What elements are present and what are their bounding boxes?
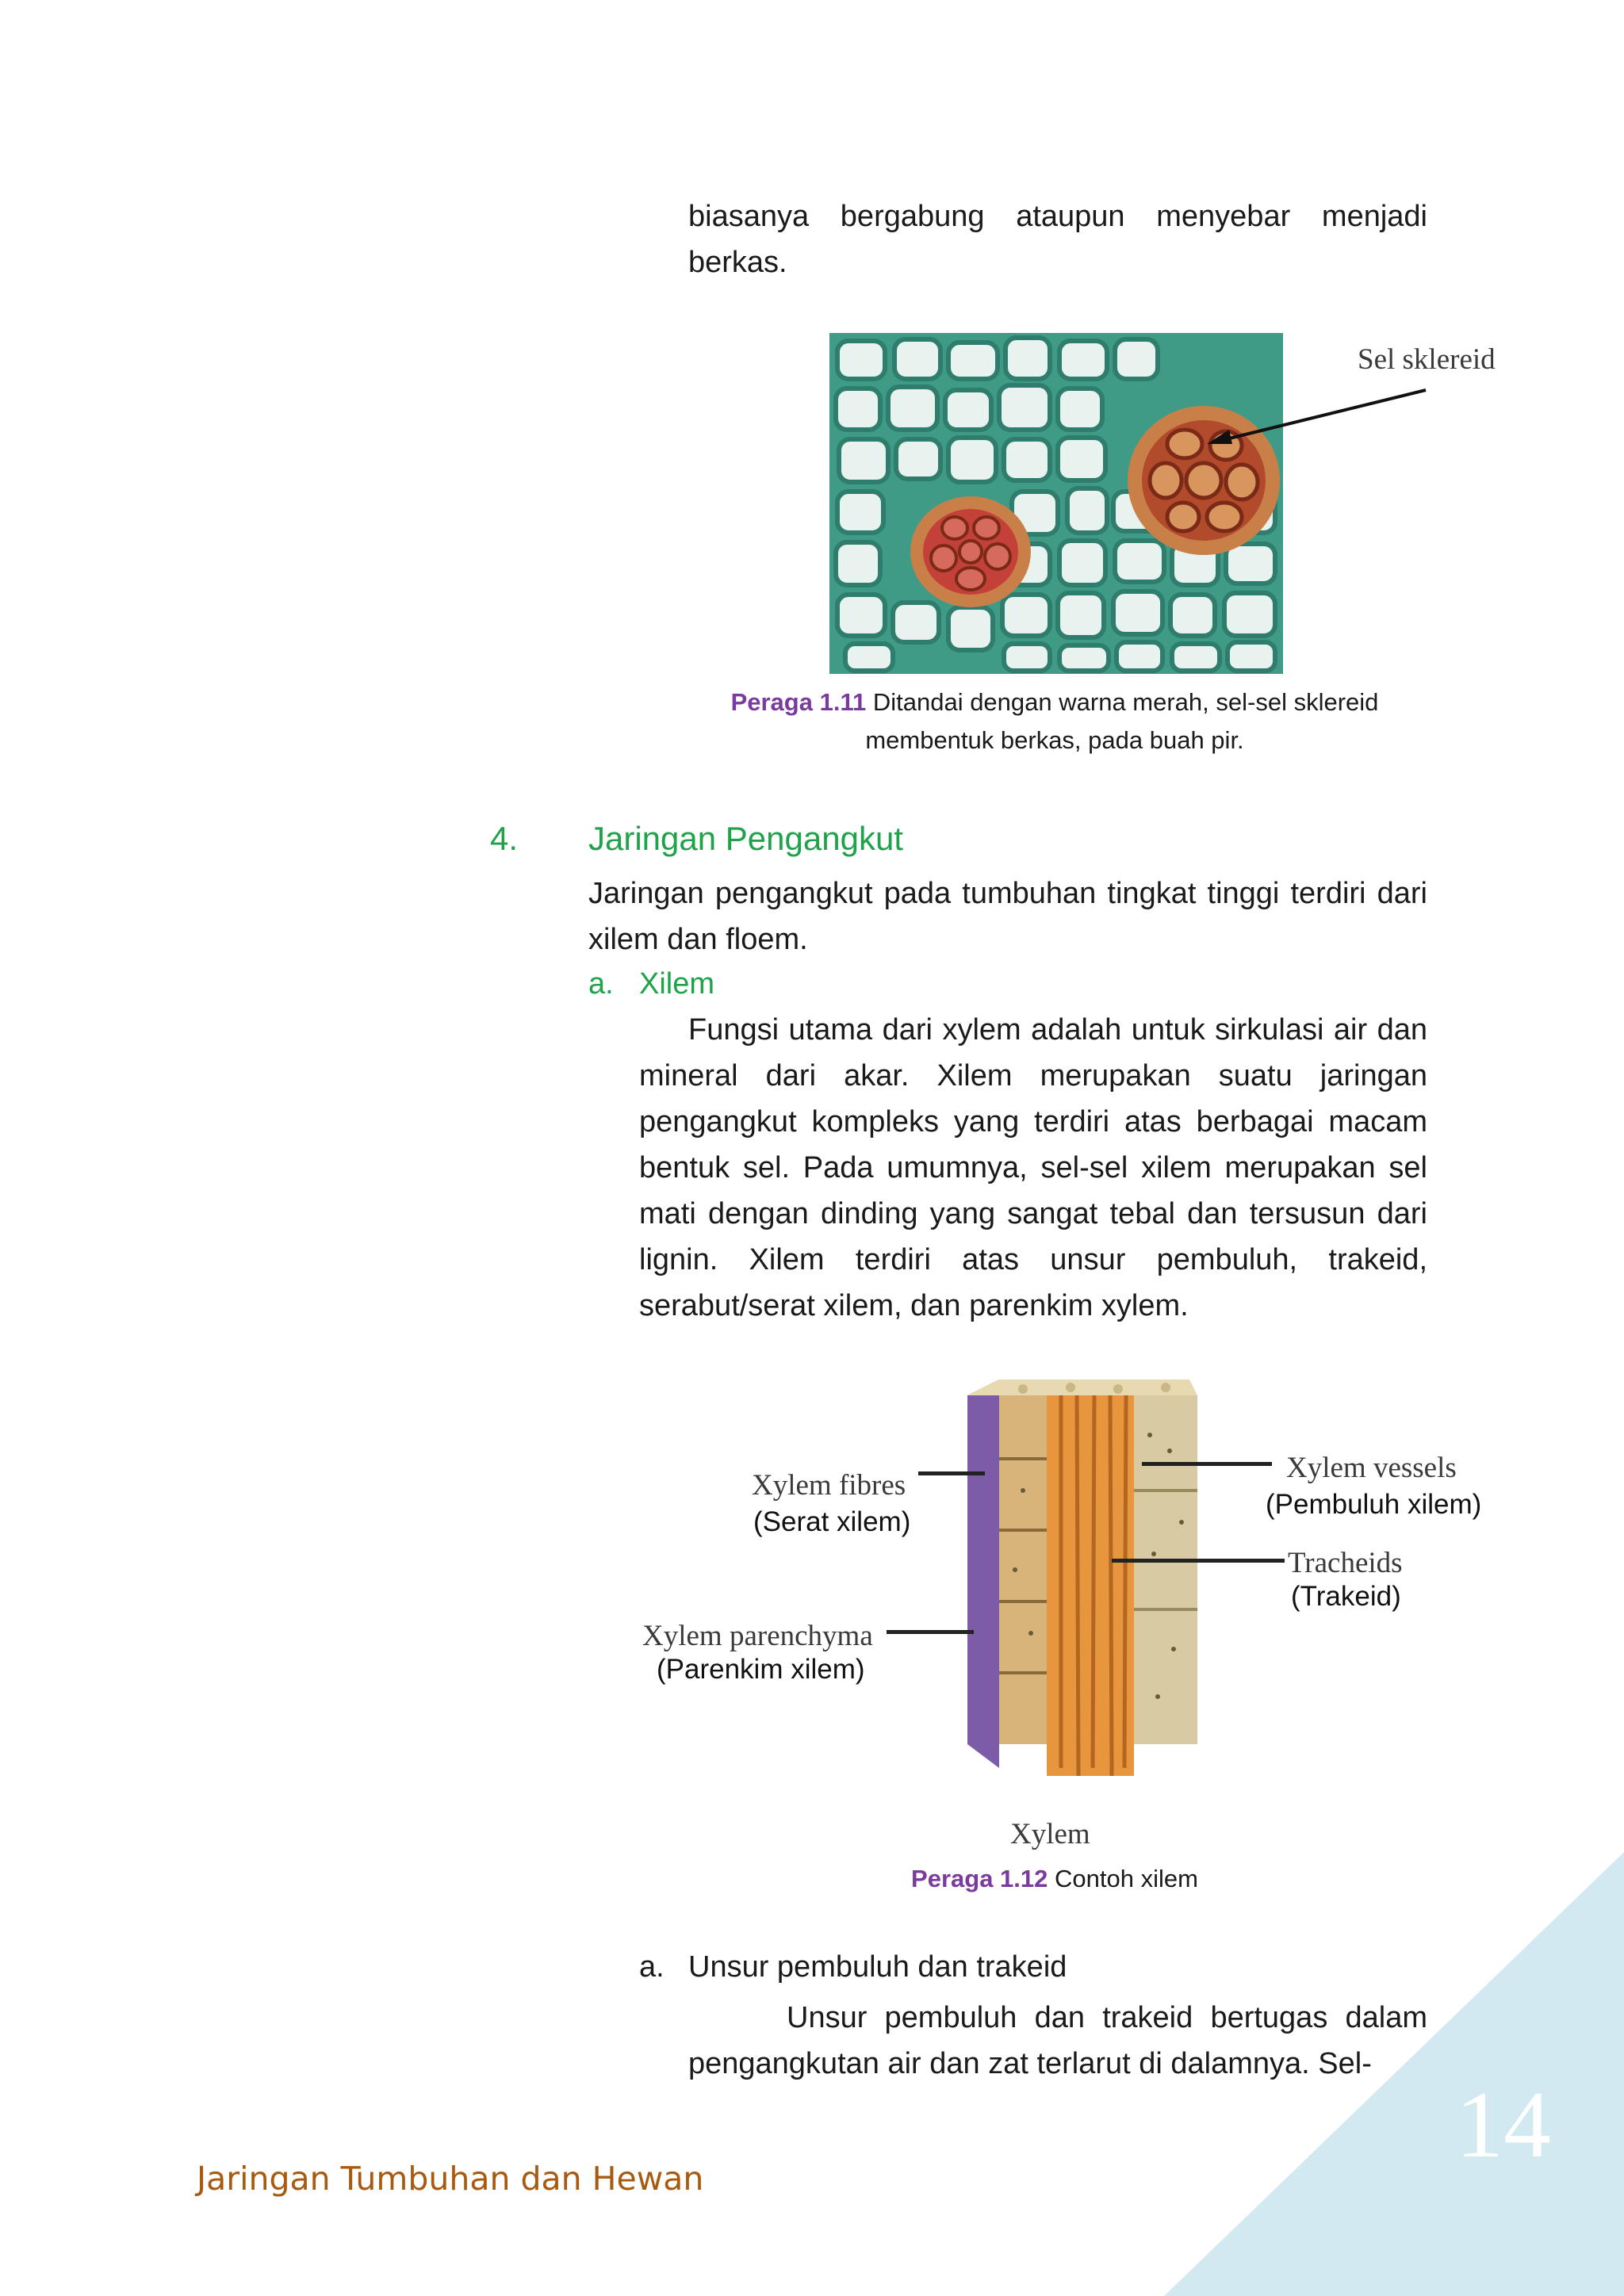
label-pembuluh-xilem: (Pembuluh xilem)	[1266, 1489, 1482, 1520]
figure-label: Peraga 1.11	[730, 688, 867, 716]
page-number: 14	[1456, 2072, 1551, 2177]
label-tracheids: Tracheids	[1288, 1547, 1403, 1579]
leader-tracheids	[1112, 1559, 1285, 1563]
leader-xylem-parenchyma	[887, 1630, 974, 1634]
label-xylem: Xylem	[1010, 1818, 1090, 1850]
label-trakeid: (Trakeid)	[1291, 1581, 1401, 1612]
leader-xylem-vessels	[1142, 1462, 1272, 1466]
xylem-illustration	[952, 1372, 1205, 1792]
label-xylem-vessels: Xylem vessels	[1286, 1452, 1457, 1484]
footer-title: Jaringan Tumbuhan dan Hewan	[197, 2160, 704, 2198]
list-item-letter: a.	[639, 1950, 665, 1984]
section-title: Jaringan Pengangkut	[588, 820, 903, 857]
label-parenkim-xilem: (Parenkim xilem)	[657, 1654, 865, 1685]
label-xylem-fibres: Xylem fibres	[752, 1469, 906, 1502]
label-serat-xilem: (Serat xilem)	[753, 1506, 911, 1537]
list-item-body: Unsur pembuluh dan trakeid bertugas dalam pengangkutan air dan zat terlarut di dalamnya. Sel-	[688, 2001, 1427, 2080]
annotation-sel-sklereid: Sel sklereid	[1358, 343, 1496, 376]
list-item-title: Unsur pembuluh dan trakeid	[688, 1950, 1067, 1984]
subsection-body: Fungsi utama dari xylem adalah untuk sirkulasi air dan mineral dari akar. Xilem merupakan suatu jaringan pengangkut kompleks yang terdiri atas berbagai macam bentuk sel. Pada umumnya, sel-sel xilem merupakan sel mati dengan dinding yang sangat tebal dan tersusun dari lignin. Xilem terdiri atas unsur pembuluh, trakeid, serabut/serat xilem, dan parenkim xylem.	[639, 1013, 1427, 1322]
figure-label: Peraga 1.12	[911, 1865, 1048, 1892]
section-number: 4.	[490, 820, 519, 857]
figure-caption-1-11	[714, 683, 1396, 760]
leader-xylem-fibres	[918, 1471, 985, 1475]
body-paragraph-top: biasanya bergabung ataupun menyebar menjadi berkas.	[688, 200, 1427, 279]
label-xylem-parenchyma: Xylem parenchyma	[642, 1620, 873, 1652]
annotation-arrow	[1189, 381, 1443, 460]
subsection-title: Xilem	[639, 967, 715, 1001]
figure-caption-1-12	[793, 1860, 1316, 1898]
figure-caption-text: Ditandai dengan warna merah, sel-sel sklereid membentuk berkas, pada buah pir.	[865, 688, 1379, 754]
figure-caption-text: Contoh xilem	[1055, 1865, 1198, 1892]
subsection-letter: a.	[588, 967, 614, 1001]
section-intro: Jaringan pengangkut pada tumbuhan tingkat tinggi terdiri dari xilem dan floem.	[588, 877, 1427, 956]
